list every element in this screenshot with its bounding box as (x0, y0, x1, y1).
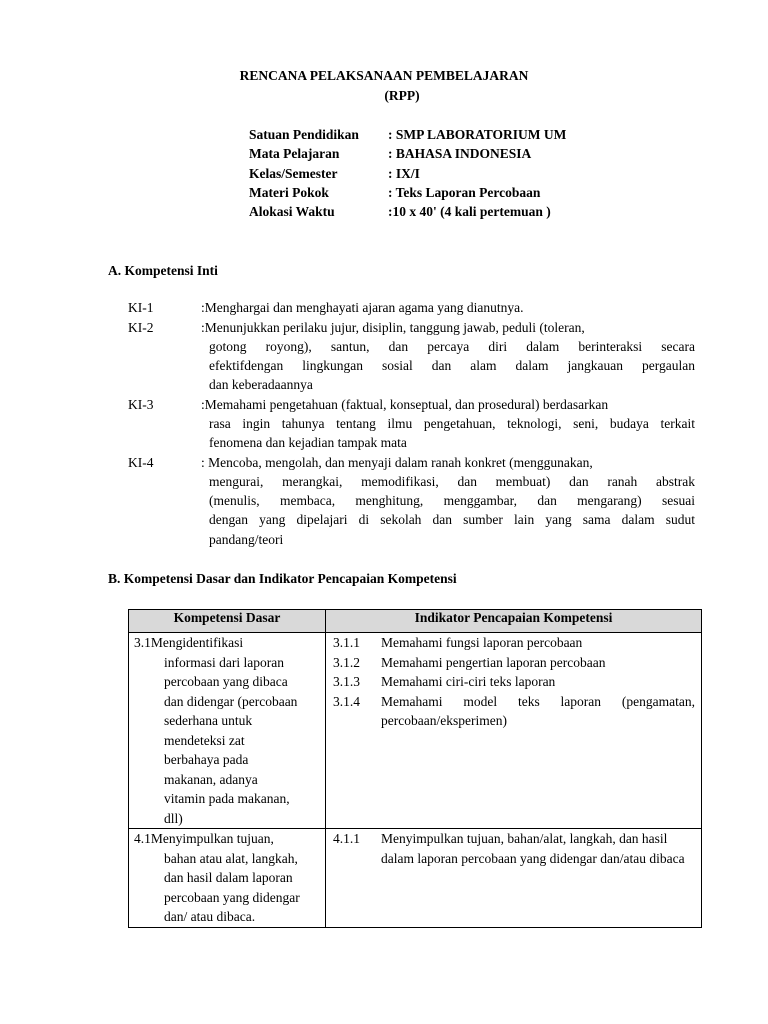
ki-text-line: rasa ingin tahunya tentang ilmu pengetahuan, teknologi, seni, budaya terkait (209, 416, 695, 431)
ki-text-line: gotong royong), santun, dan percaya diri dalam berinteraksi secara (209, 339, 695, 354)
table-row (129, 633, 702, 829)
column-header-indikator: Indikator Pencapaian Kompetensi (326, 610, 702, 633)
ki-text-line: dengan yang dipelajari di sekolah dan sumber lain yang sama dalam sudut (209, 512, 695, 527)
indicator-cell (326, 829, 702, 928)
ki-text-line: mengurai, merangkai, memodifikasi, dan membuat) dan ranah abstrak (209, 474, 695, 489)
ki-code: KI-2 (128, 320, 154, 335)
section-b-heading: B. Kompetensi Dasar dan Indikator Pencapaian Kompetensi (108, 571, 457, 586)
kd-line: sederhana untuk (164, 713, 253, 728)
indicator-item (326, 829, 701, 868)
ki-text-line: efektifdengan lingkungan sosial dan alam dalam jangkauan pergaulan (209, 358, 695, 373)
ki-text-line: : Mencoba, mengolah, dan menyaji dalam ranah konkret (menggunakan, (201, 455, 593, 470)
kd-line: mendeteksi zat (164, 732, 245, 748)
document-title: RENCANA PELAKSANAAN PEMBELAJARAN (239, 68, 529, 83)
indicator-text: Memahami model teks laporan (pengamatan, percobaan/eksperimen) (381, 693, 695, 728)
indicator-number: 3.1.3 (333, 674, 360, 689)
identity-value-alokasi: :10 x 40' (4 kali pertemuan ) (388, 204, 551, 219)
ki-text-line: fenomena dan kejadian tampak mata (209, 435, 407, 450)
ki-text-line: (menulis, membaca, menghitung, menggambar, dan mengarang) sesuai (209, 493, 695, 508)
identity-label-satuan: Satuan Pendidikan (249, 127, 359, 142)
identity-label-alokasi: Alokasi Waktu (249, 204, 335, 219)
ki-text-line: :Menunjukkan perilaku jujur, disiplin, tanggung jawab, peduli (toleran, (201, 320, 585, 335)
indicator-item (326, 672, 701, 692)
kd-line: makanan, adanya (164, 771, 258, 787)
indicator-item (326, 692, 701, 731)
kd-line: dan didengar (percobaan (164, 693, 298, 709)
document-subtitle: (RPP) (384, 88, 420, 103)
ki-text-line: pandang/teori (209, 532, 284, 547)
table-header-row (129, 610, 702, 633)
column-header-kd: Kompetensi Dasar (129, 610, 326, 633)
indicator-number: 3.1.4 (333, 693, 360, 709)
kd-line: dan/ atau dibaca. (164, 909, 256, 924)
ki-text-line: dan keberadaannya (209, 377, 313, 392)
kd-line: dll) (164, 810, 183, 826)
identity-value-kelas: : IX/I (388, 166, 420, 181)
indicator-text: Memahami fungsi laporan percobaan (381, 635, 583, 650)
ki-text-line: :Memahami pengetahuan (faktual, konseptual, dan prosedural) berdasarkan (201, 397, 609, 412)
kd-line: informasi dari laporan (164, 654, 284, 670)
indicator-cell (326, 633, 702, 829)
kd-line: vitamin pada makanan, (164, 791, 290, 806)
ki-code: KI-3 (128, 397, 154, 412)
kd-line: 3.1Mengidentifikasi (134, 635, 244, 650)
kd-line: bahan atau alat, langkah, (164, 850, 298, 866)
indicator-number: 4.1.1 (333, 831, 360, 846)
indicator-number: 3.1.2 (333, 654, 360, 670)
kd-cell (129, 829, 326, 928)
identity-value-mapel: : BAHASA INDONESIA (388, 146, 532, 161)
indicator-text: Menyimpulkan tujuan, bahan/alat, langkah, dan hasil dalam laporan percobaan yang didengar dan/atau dibaca (381, 831, 685, 866)
kompetensi-table (128, 609, 702, 928)
indicator-text: Memahami ciri-ciri teks laporan (381, 674, 556, 689)
section-a-heading: A. Kompetensi Inti (108, 263, 218, 278)
identity-value-satuan: : SMP LABORATORIUM UM (388, 127, 567, 142)
table-row (129, 829, 702, 928)
kd-line: dan hasil dalam laporan (164, 870, 293, 885)
indicator-text: Memahami pengertian laporan percobaan (381, 654, 606, 670)
ki-code: KI-4 (128, 455, 154, 470)
identity-label-materi: Materi Pokok (249, 185, 329, 200)
kd-line: percobaan yang dibaca (164, 674, 288, 689)
identity-label-mapel: Mata Pelajaran (249, 146, 340, 161)
indicator-item (326, 633, 701, 653)
kd-line: 4.1Menyimpulkan tujuan, (134, 831, 274, 846)
kd-cell (129, 633, 326, 829)
indicator-number: 3.1.1 (333, 635, 360, 650)
ki-code: KI-1 (128, 300, 154, 315)
indicator-item (326, 653, 701, 673)
kd-line: berbahaya pada (164, 752, 249, 767)
identity-value-materi: : Teks Laporan Percobaan (388, 185, 541, 200)
ki-text-line: :Menghargai dan menghayati ajaran agama yang dianutnya. (201, 300, 524, 315)
identity-label-kelas: Kelas/Semester (249, 166, 338, 181)
kd-line: percobaan yang didengar (164, 889, 300, 905)
